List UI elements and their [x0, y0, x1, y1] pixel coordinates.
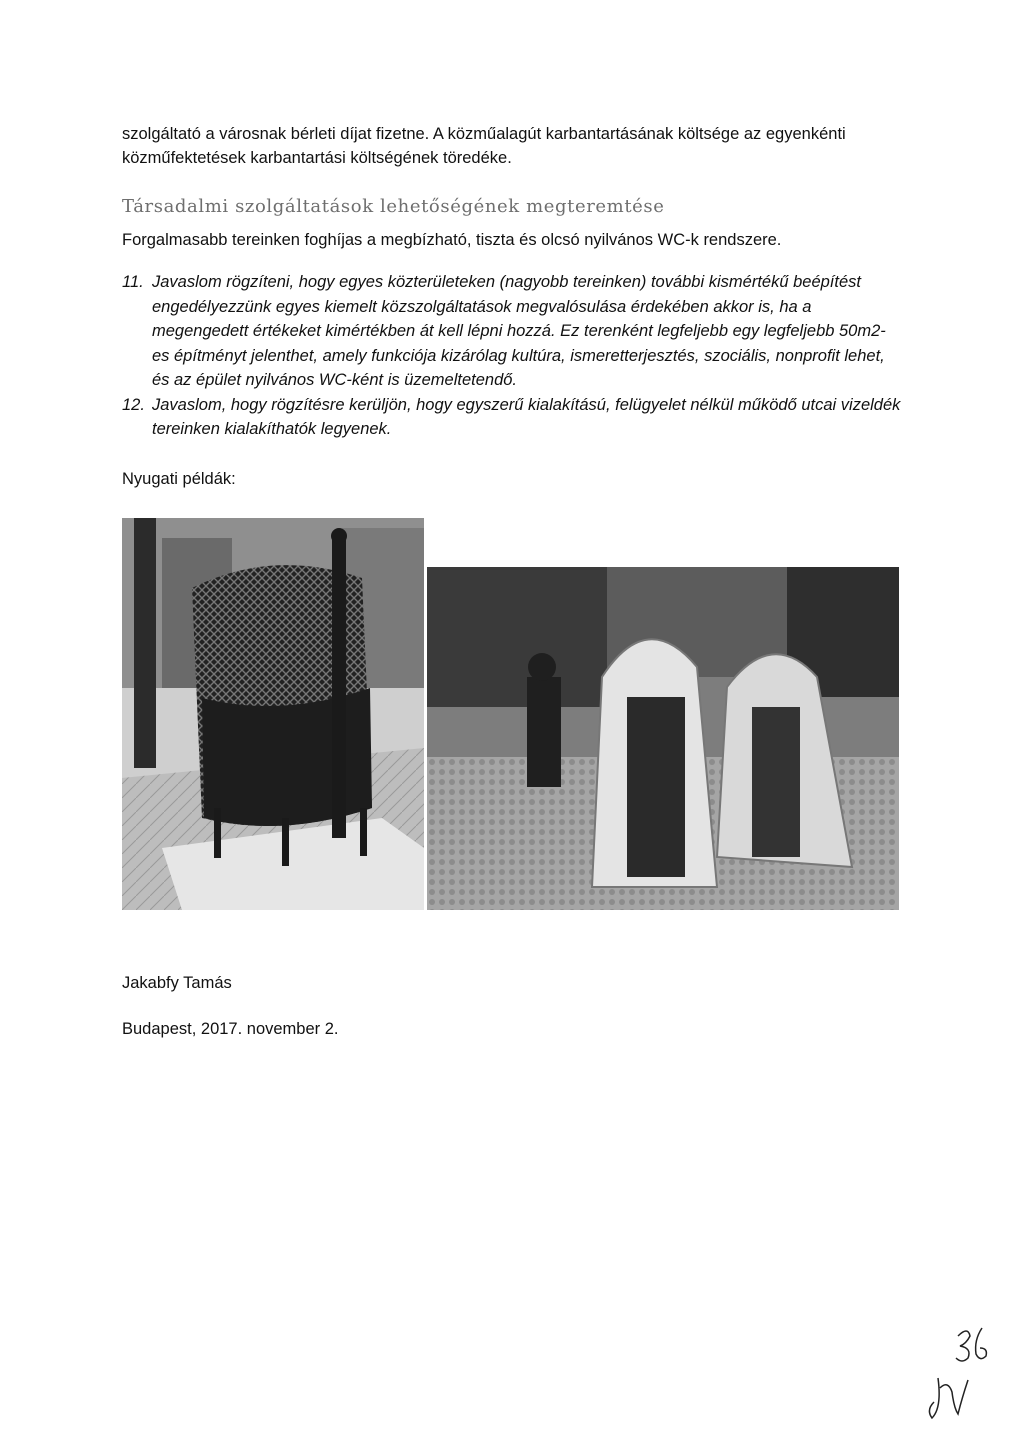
- section-body: Forgalmasabb tereinken foghíjas a megbízható, tiszta és olcsó nyilvános WC-k rendszere.: [122, 231, 782, 249]
- cast-iron-urinal-image: [122, 518, 424, 910]
- proposal-number: 12.: [122, 395, 145, 414]
- handwritten-signature: [918, 1318, 998, 1428]
- examples-label: Nyugati példák:: [122, 470, 236, 488]
- plastic-urinal-image: [427, 567, 899, 910]
- section-heading: Társadalmi szolgáltatások lehetőségének megteremtése: [122, 196, 665, 217]
- proposal-list: [122, 270, 902, 442]
- intro-line-2: közműfektetések karbantartási költségének töredéke.: [122, 149, 512, 167]
- proposal-item: [122, 270, 902, 393]
- street-urinal-photo-left: [122, 518, 424, 910]
- proposal-text: Javaslom, hogy rögzítésre kerüljön, hogy egyszerű kialakítású, felügyelet nélkül működő utcai vizeldék tereinken kialakíthatók legyenek.: [152, 395, 901, 438]
- proposal-number: 11.: [122, 273, 144, 291]
- intro-paragraph: [122, 122, 912, 170]
- intro-line-1: szolgáltató a városnak bérleti díjat fizetne. A közműalagút karbantartásának költsége az egyenkénti: [122, 125, 846, 143]
- proposal-text: Javaslom rögzíteni, hogy egyes közterületeken (nagyobb tereinken) további kismértékű beépítést engedélyezzünk egyes kiemelt közszolgáltatások megvalósulása érdekében akkor is, ha a megengedett értékeket kimértékben át kell lépni hozzá. Ez terenként legfeljebb egy legfeljebb 50m2-es építményt jelenthet, amely funkciója kizárólag kultúra, ismeretterjesztés, szociális, nonprofit lehet, és az épület nyilvános WC-ként is üzemeltetendő.: [152, 273, 886, 389]
- author-name: Jakabfy Tamás: [122, 974, 232, 992]
- proposal-item: [122, 393, 902, 442]
- place-and-date: Budapest, 2017. november 2.: [122, 1020, 339, 1038]
- street-urinal-photo-right: [427, 567, 899, 910]
